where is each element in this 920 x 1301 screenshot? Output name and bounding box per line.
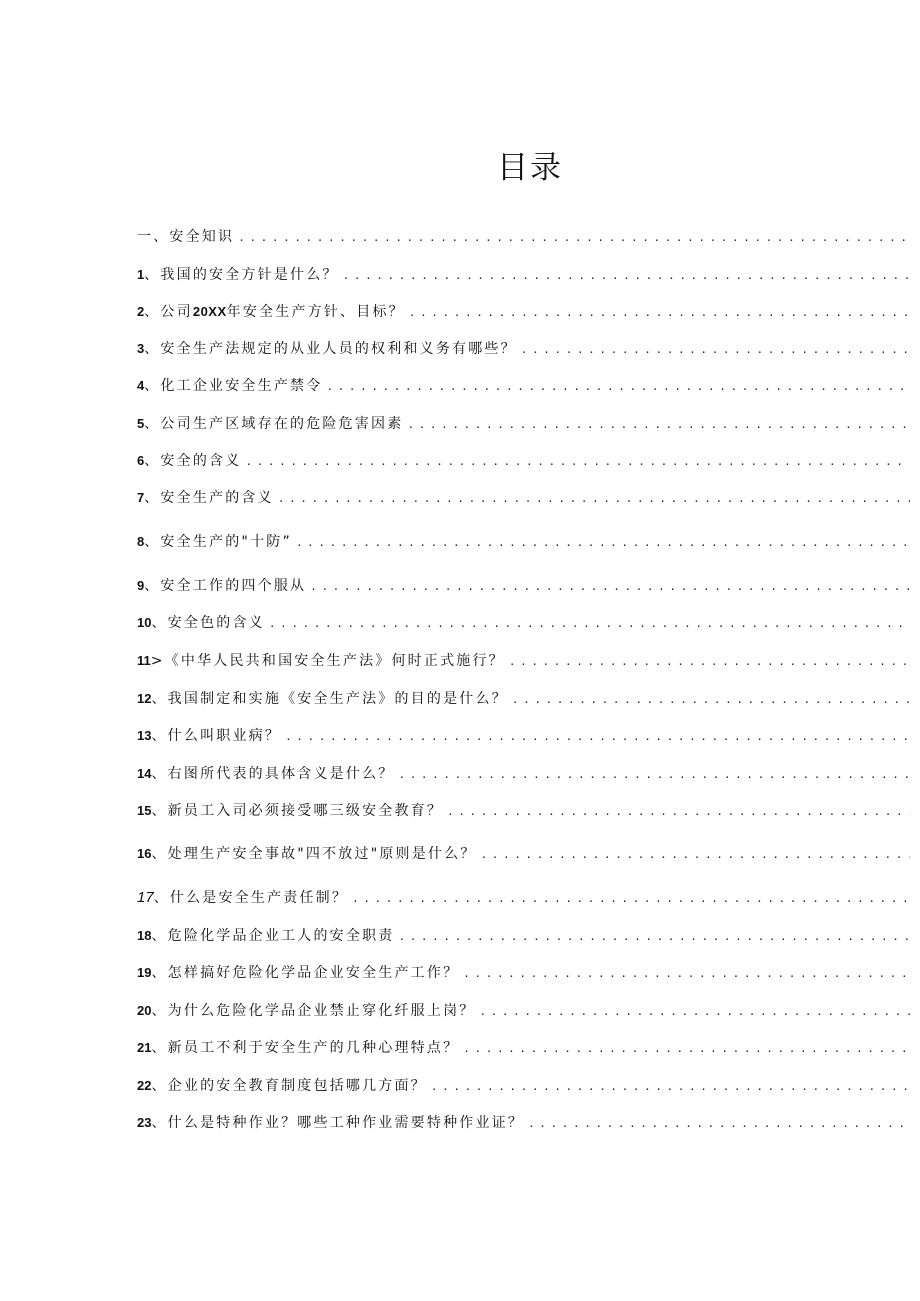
dot-leader xyxy=(407,414,910,435)
dot-leader xyxy=(463,963,910,984)
toc-entry-20[interactable] xyxy=(137,1000,910,1022)
toc-entry-number: 16 xyxy=(137,846,152,861)
dot-leader xyxy=(238,227,910,248)
toc-entry-number: 20 xyxy=(137,1003,152,1018)
toc-entry-9[interactable] xyxy=(137,575,910,597)
toc-entry-text: 、安全生产法规定的从业人员的权利和义务有哪些？ xyxy=(144,341,517,357)
toc-entry-text: 、安全生产的"十防” xyxy=(144,534,292,550)
toc-entry-7[interactable] xyxy=(137,487,910,509)
toc-entry-number: 22 xyxy=(137,1078,152,1093)
toc-entry-text: 、为什么危险化学品企业禁止穿化纤服上岗？ xyxy=(151,1003,476,1019)
toc-entry-number: 19 xyxy=(137,965,152,980)
toc-entry-text: 、公司 xyxy=(144,304,193,320)
toc-entry-text: 、安全生产的含义 xyxy=(144,490,274,506)
toc-entry-number: 1 xyxy=(137,267,145,282)
toc-entry-22[interactable] xyxy=(137,1075,910,1097)
toc-entry-19[interactable] xyxy=(137,962,910,984)
toc-entry-21[interactable] xyxy=(137,1037,910,1059)
toc-entry-6[interactable] xyxy=(137,450,910,472)
toc-entry-number: 一、 xyxy=(137,229,170,245)
dot-leader xyxy=(398,926,910,947)
dot-leader xyxy=(528,1113,910,1134)
dot-leader xyxy=(521,339,910,360)
toc-entry-15[interactable] xyxy=(137,800,910,822)
toc-entry-10[interactable] xyxy=(137,612,910,634)
toc-entry-year: 20XX xyxy=(192,304,227,319)
dot-leader xyxy=(326,376,910,397)
toc-entry-section-1[interactable] xyxy=(137,226,910,248)
dot-leader xyxy=(463,1038,910,1059)
toc-entry-text: 安全知识 xyxy=(169,229,235,245)
toc-entry-16[interactable] xyxy=(137,843,910,865)
toc-entry-text: 、安全工作的四个服从 xyxy=(144,578,307,594)
toc-entry-text: 、右图所代表的具体含义是什么？ xyxy=(151,766,395,782)
toc-entry-number: 10 xyxy=(137,615,152,630)
toc-entry-text: 、我国制定和实施《安全生产法》的目的是什么？ xyxy=(151,691,508,707)
toc-entry-text: 、处理生产安全事故"四不放过"原则是什么？ xyxy=(151,846,477,862)
page-title: 目录 xyxy=(497,150,563,186)
toc-entry-2[interactable] xyxy=(137,301,910,323)
toc-entry-text: 、化工企业安全生产禁令 xyxy=(144,378,323,394)
toc-entry-number: 2 xyxy=(137,304,145,319)
toc-entry-8[interactable] xyxy=(137,531,910,553)
toc-entry-text: 、安全的含义 xyxy=(144,453,242,469)
toc-entry-number: 14 xyxy=(137,766,152,781)
toc-entry-18[interactable] xyxy=(137,925,910,947)
toc-entry-text: 、企业的安全教育制度包括哪几方面？ xyxy=(151,1078,427,1094)
toc-entry-number: 11 xyxy=(137,653,151,668)
toc-entry-number: 5 xyxy=(137,416,145,431)
dot-leader xyxy=(310,576,910,597)
toc-entry-text: 、什么叫职业病？ xyxy=(151,728,282,744)
toc-entry-number: 23 xyxy=(137,1115,152,1130)
toc-entry-text: 、怎样搞好危险化学品企业安全生产工作？ xyxy=(151,965,460,981)
dot-leader xyxy=(409,302,910,323)
dot-leader xyxy=(278,488,910,509)
toc-entry-number: 15 xyxy=(137,803,152,818)
toc-entry-text: 、危险化学品企业工人的安全职责 xyxy=(151,928,395,944)
toc-entry-number: 8 xyxy=(137,534,145,549)
toc-entry-12[interactable] xyxy=(137,688,910,710)
dot-leader xyxy=(352,888,910,909)
dot-leader xyxy=(285,726,910,747)
dot-leader xyxy=(296,532,910,553)
dot-leader xyxy=(481,844,910,865)
toc-entry-23[interactable] xyxy=(137,1112,910,1134)
toc-entry-1[interactable] xyxy=(137,264,910,286)
dot-leader xyxy=(269,613,910,634)
dot-leader xyxy=(431,1076,910,1097)
toc-entry-number: 13 xyxy=(137,728,152,743)
toc-entry-3[interactable] xyxy=(137,338,910,360)
toc-entry-13[interactable] xyxy=(137,725,910,747)
toc-entry-text: 、安全色的含义 xyxy=(151,615,265,631)
toc-entry-number: 12 xyxy=(137,691,152,706)
toc-entry-17[interactable] xyxy=(137,887,910,909)
dot-leader xyxy=(398,764,910,785)
toc-entry-11[interactable] xyxy=(137,650,910,672)
toc-entry-number: 7 xyxy=(137,490,145,505)
toc-entry-text: 、什么是安全生产责任制？ xyxy=(153,890,349,906)
dot-leader xyxy=(509,651,910,672)
dot-leader xyxy=(479,1001,910,1022)
toc-entry-number: 21 xyxy=(137,1040,152,1055)
toc-entry-text: 、公司生产区域存在的危险危害因素 xyxy=(144,416,404,432)
dot-leader xyxy=(343,265,910,286)
toc-entry-4[interactable] xyxy=(137,375,910,397)
toc-entry-text: 、什么是特种作业？哪些工种作业需要特种作业证？ xyxy=(151,1115,525,1131)
toc-entry-number: 4 xyxy=(137,378,145,393)
toc-entry-14[interactable] xyxy=(137,763,910,785)
toc-entry-text: 、我国的安全方针是什么？ xyxy=(144,267,339,283)
toc-entry-number: 3 xyxy=(137,341,145,356)
toc-entry-number: 18 xyxy=(137,928,152,943)
toc-entry-number: 17 xyxy=(137,889,154,906)
toc-entry-text-continued: 年安全生产方针、目标？ xyxy=(226,304,405,320)
toc-entry-number: 9 xyxy=(137,578,145,593)
dot-leader xyxy=(245,451,910,472)
dot-leader xyxy=(447,801,910,822)
toc-entry-number: 6 xyxy=(137,453,145,468)
toc-entry-text: 、新员工不利于安全生产的几种心理特点？ xyxy=(151,1040,460,1056)
dot-leader xyxy=(512,689,910,710)
toc-entry-text: >《中华人民共和国安全生产法》何时正式施行？ xyxy=(150,653,505,669)
toc-entry-text: 、新员工入司必须接受哪三级安全教育？ xyxy=(151,803,444,819)
toc-entry-5[interactable] xyxy=(137,413,910,435)
